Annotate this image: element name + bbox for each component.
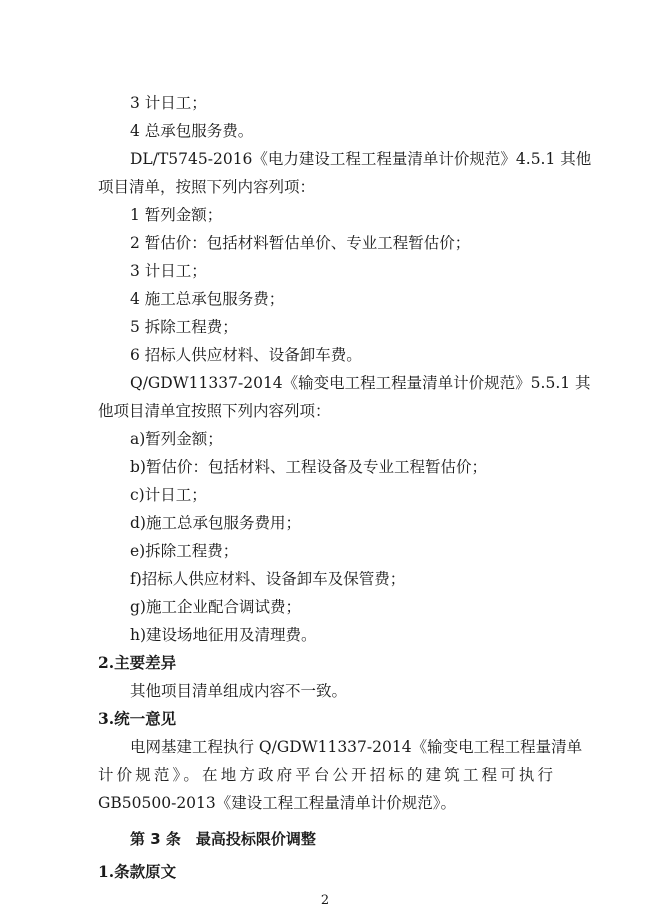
- text-line: 1 暂列金额；: [130, 206, 223, 224]
- text-line: e)拆除工程费；: [130, 542, 239, 560]
- section-heading: 2.主要差异: [98, 653, 177, 672]
- text-line: 4 总承包服务费。: [130, 122, 254, 140]
- text-line: 电网基建工程执行 Q/GDW11337-2014《输变电工程工程量清单: [130, 738, 583, 756]
- text-line: 4 施工总承包服务费；: [130, 290, 285, 308]
- text-line: b)暂估价：包括材料、工程设备及专业工程暂估价；: [130, 458, 487, 476]
- section-heading: 3.统一意见: [98, 709, 177, 728]
- text-line: 计价规范》。在地方政府平台公开招标的建筑工程可执行: [98, 766, 553, 784]
- text-line: 3 计日工；: [130, 262, 207, 280]
- text-line: c)计日工；: [130, 486, 207, 504]
- text-line: 项目清单，按照下列内容列项：: [98, 178, 316, 196]
- text-line: g)施工企业配合调试费；: [130, 598, 301, 616]
- page-number: 2: [320, 893, 330, 908]
- text-line: f)招标人供应材料、设备卸车及保管费；: [130, 570, 406, 588]
- text-line: 3 计日工；: [130, 94, 207, 112]
- article-heading: 第 3 条 最高投标限价调整: [130, 830, 316, 848]
- text-line: 6 招标人供应材料、设备卸车费。: [130, 346, 362, 364]
- text-line: Q/GDW11337-2014《输变电工程工程量清单计价规范》5.5.1 其: [130, 374, 591, 392]
- text-line: a)暂列金额；: [130, 430, 223, 448]
- text-line: 2 暂估价：包括材料暂估单价、专业工程暂估价；: [130, 234, 471, 252]
- text-line: GB50500-2013《建设工程工程量清单计价规范》。: [98, 794, 457, 812]
- text-line: h)建设场地征用及清理费。: [130, 626, 317, 644]
- text-line: d)施工总承包服务费用；: [130, 514, 301, 532]
- text-line: DL/T5745-2016《电力建设工程工程量清单计价规范》4.5.1 其他: [130, 150, 592, 168]
- text-line: 其他项目清单组成内容不一致。: [130, 682, 348, 700]
- text-line: 5 拆除工程费；: [130, 318, 238, 336]
- text-line: 他项目清单宜按照下列内容列项：: [98, 402, 331, 420]
- section-heading: 1.条款原文: [98, 862, 177, 881]
